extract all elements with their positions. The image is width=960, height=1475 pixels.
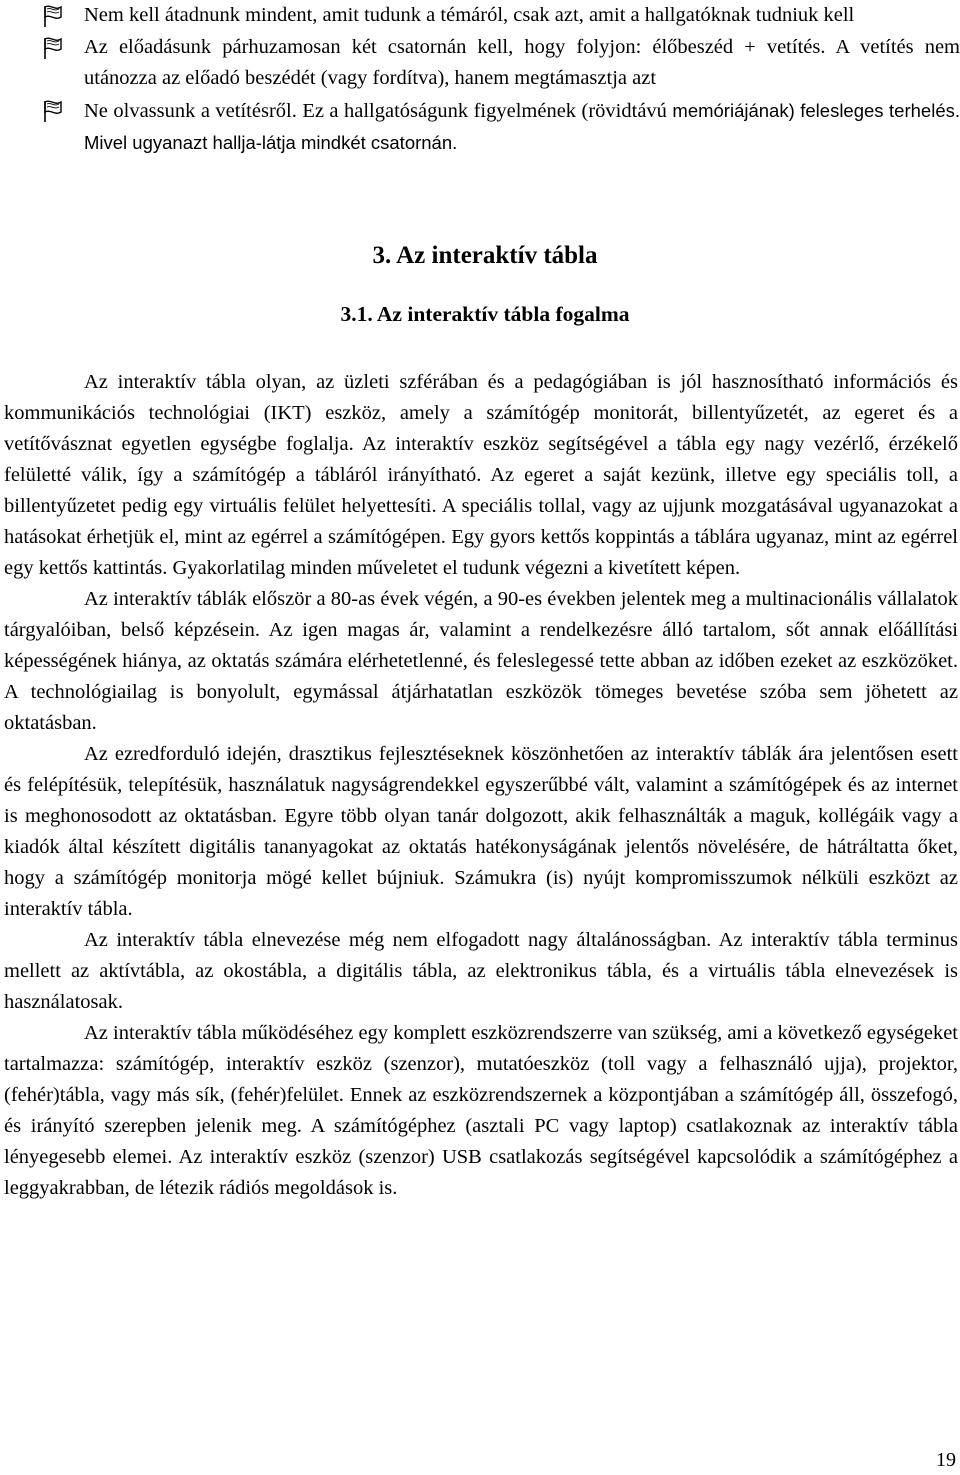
bullet-item <box>42 0 960 32</box>
section-heading-text: 3. Az interaktív tábla <box>372 242 598 269</box>
bullet-text: Az előadásunk párhuzamosan két csatornán kell, hogy folyjon: élőbeszéd + vetítés. A vetítés nem utánozza az előadó beszédét (vagy fordítva), hanem megtámasztja azt <box>84 35 960 89</box>
flag-bullet-icon <box>42 36 64 60</box>
bullet-text: Ne olvassunk a vetítésről. Ez a hallgatóságunk figyelmének (rövidtávú <box>84 99 673 122</box>
bullet-text: Nem kell átadnunk mindent, amit tudunk a témáról, csak azt, amit a hallgatóknak tudniuk kell <box>84 4 855 26</box>
paragraph: Az interaktív tábla elnevezése még nem elfogadott nagy általánosságban. Az interaktív tábla terminus mellett az aktívtábla, az okostábla, a digitális tábla, az elektronikus tábla, és a virtuális tábla elnevezések is használatosak. <box>4 929 958 1013</box>
bullet-list <box>42 0 960 160</box>
section-heading <box>0 238 960 274</box>
bullet-text-continued: memóriájának) felesleges terhelés. Mivel ugyanazt hallja-látja mindkét csatornán. <box>84 99 960 153</box>
paragraph: Az interaktív tábla olyan, az üzleti szférában és a pedagógiában is jól hasznosítható információs és kommunikációs technológiai (IKT) eszköz, amely a számítógép monitorát, billentyűzetét, az egeret és a vetítővásznat egyetlen egységbe foglalja. Az interaktív eszköz segítségével a tábla egy nagy vezérlő, érzékelő felületté válik, így a számítógép a tábláról irányítható. Az egeret a saját kezünk, illetve egy speciális toll, a billentyűzetet pedig egy virtuális felület helyettesíti. A speciális tollal, vagy az ujjunk mozgatásával ugyanazokat a hatásokat érhetjük el, mint az egérrel a számítógépen. Egy gyors kettős koppintás a táblára ugyanaz, mint az egérrel egy kettős kattintás. Gyakorlatilag minden műveletet el tudunk végezni a kivetített képen. <box>4 371 958 579</box>
subsection-heading-text: 3.1. Az interaktív tábla fogalma <box>340 302 630 326</box>
paragraph: Az ezredforduló idején, drasztikus fejlesztéseknek köszönhetően az interaktív táblák ára jelentősen esett és felépítésük, telepítésük, használatuk nagyságrendekkel egyszerűbbé vált, valamint a számítógépek és az internet is meghonosodott az oktatásban. Egyre több olyan tanár dolgozott, akik felhasználták a maguk, kollégáik vagy a kiadók által készített digitális tananyagokat az oktatás hatékonyságának jelentős növelésére, de hátráltatta őket, hogy a számítógép monitorja mögé kellet bújniuk. Számukra (is) nyújt kompromisszumok nélküli eszközt az interaktív tábla. <box>4 743 958 920</box>
paragraph: Az interaktív táblák először a 80-as évek végén, a 90-es években jelentek meg a multinacionális vállalatok tárgyalóiban, belső képzésein. Az igen magas ár, valamint a rendelkezésre álló tartalom, sőt annak előállítási képességének hiánya, az oktatás számára elérhetetlenné, és feleslegessé tette abban az időben ezeket az eszközöket. A technológiailag is bonyolult, egymással átjárhatatlan eszközök tömeges bevetése szóba sem jöhetett az oktatásban. <box>4 588 958 734</box>
flag-bullet-icon <box>42 4 64 28</box>
flag-bullet-icon <box>42 99 64 123</box>
paragraph: Az interaktív tábla működéséhez egy komplett eszközrendszerre van szükség, ami a következő egységeket tartalmazza: számítógép, interaktív eszköz (szenzor), mutatóeszköz (toll vagy a felhasználó ujja), projektor, (fehér)tábla, vagy más sík, (fehér)felület. Ennek az eszközrendszernek a központjában a számítógép áll, összefogó, és irányító szerepben jelenik meg. A számítógéphez (asztali PC vagy laptop) csatlakoznak az interaktív tábla lényegesebb elemei. Az interaktív eszköz (szenzor) USB csatlakozás segítségével kapcsolódik a számítógéphez a leggyakrabban, de létezik rádiós megoldások is. <box>4 1022 958 1199</box>
body-text <box>4 367 958 1204</box>
bullet-item <box>42 32 960 95</box>
page-number: 19 <box>936 1449 956 1471</box>
bullet-item <box>42 95 960 160</box>
subsection-heading <box>0 298 960 330</box>
